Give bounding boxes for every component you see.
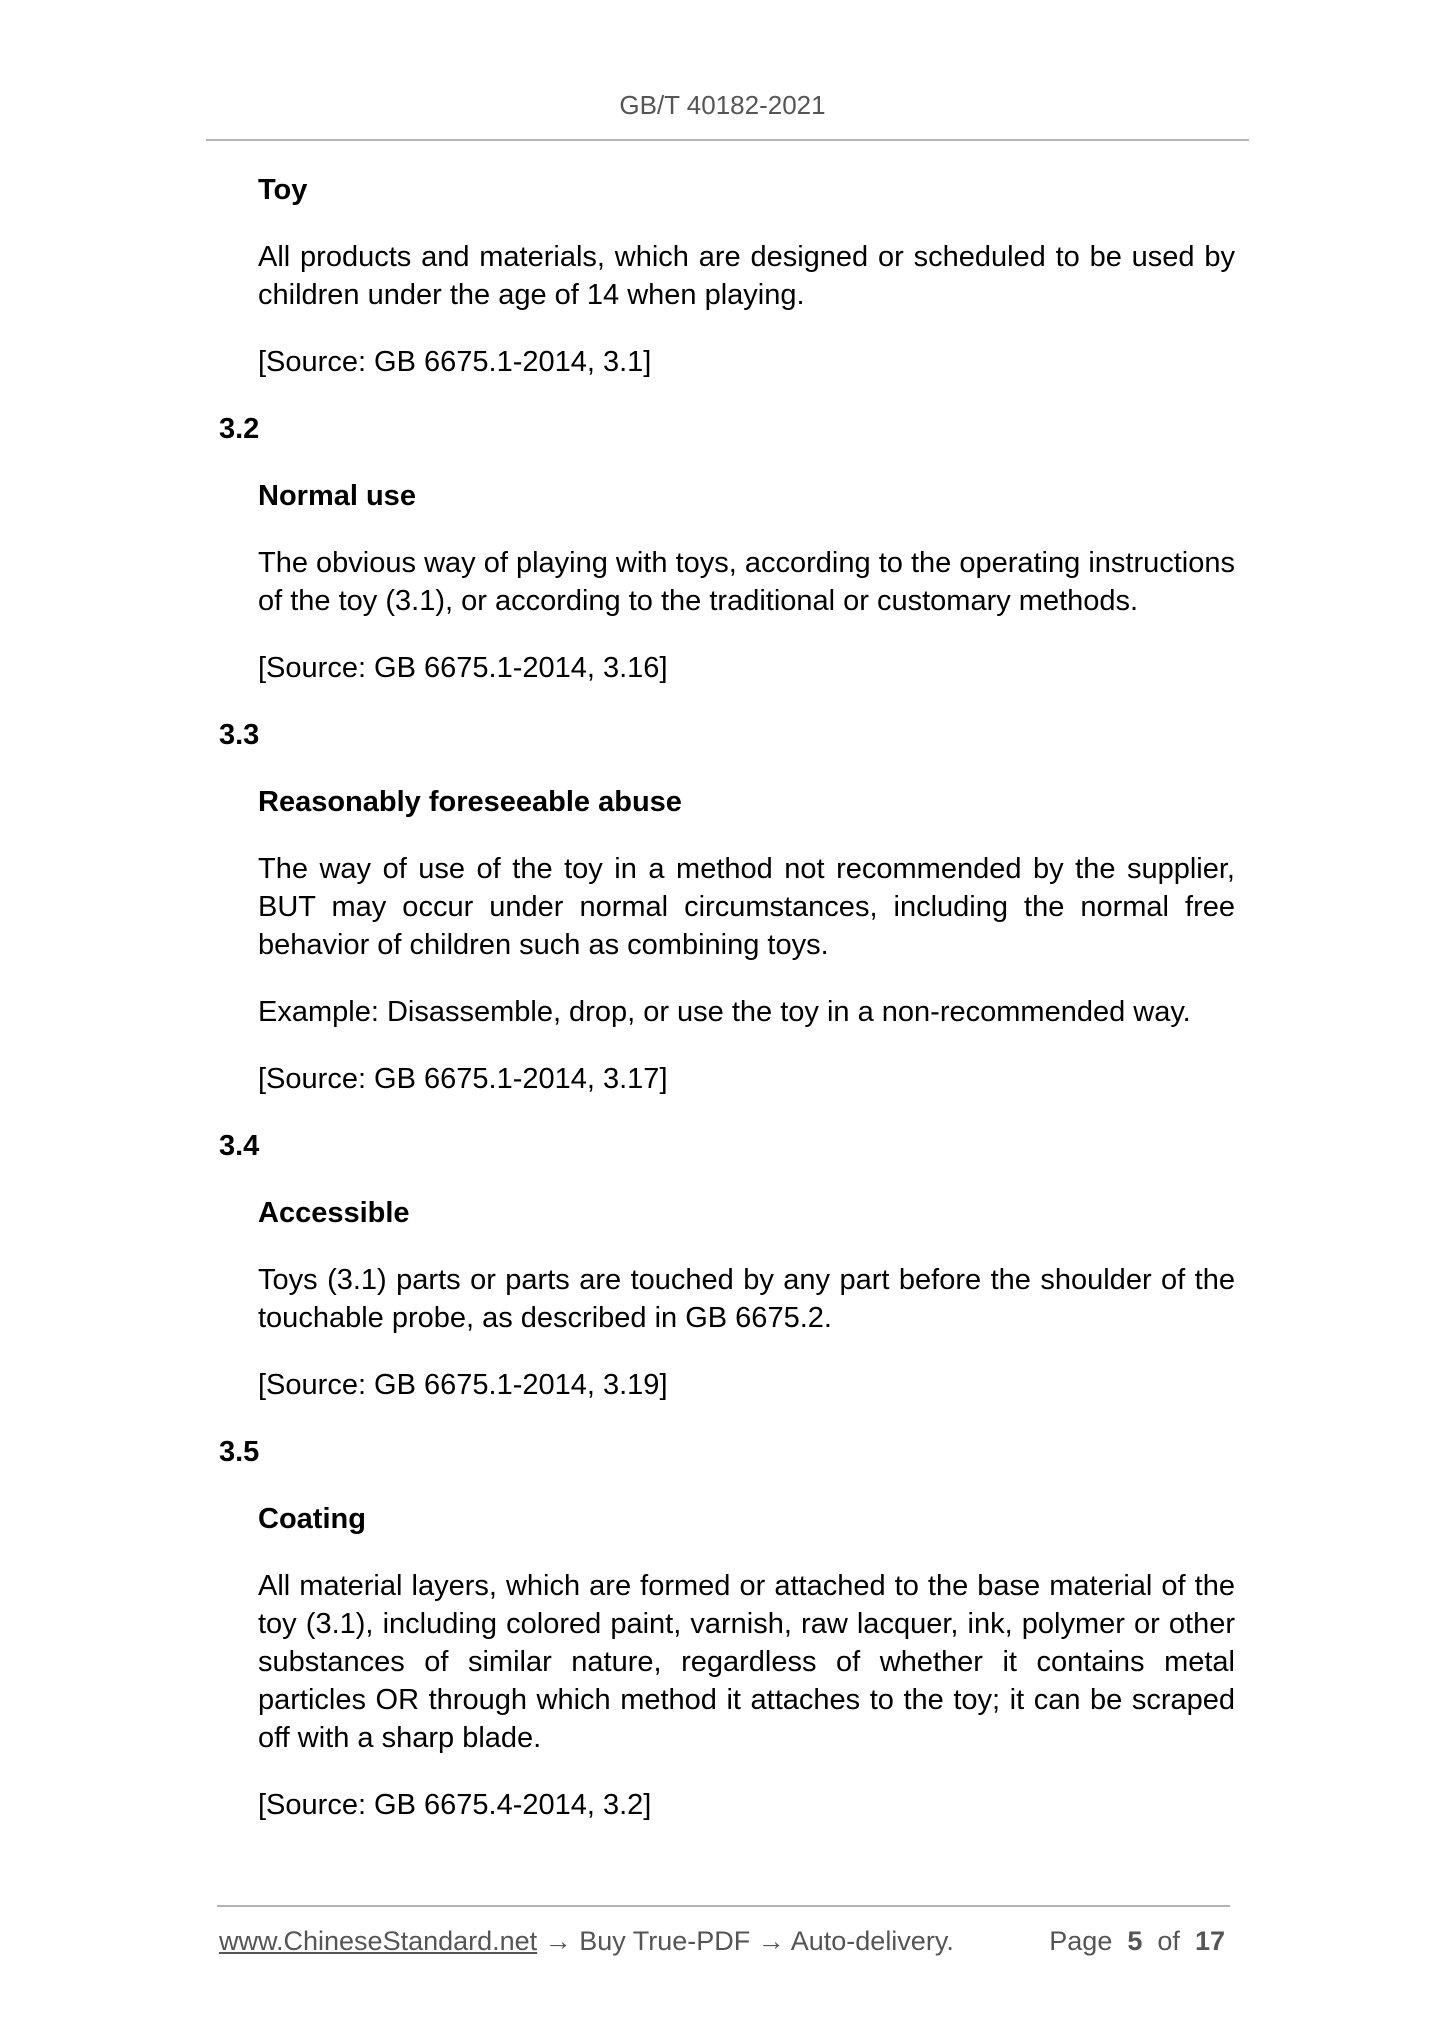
document-header: GB/T 40182-2021 xyxy=(619,90,826,120)
header-divider xyxy=(206,139,1249,141)
website-link[interactable]: www.ChineseStandard.net xyxy=(219,1926,538,1956)
source-reference: [Source: GB 6675.1-2014, 3.17] xyxy=(258,1063,668,1095)
example-paragraph: Example: Disassemble, drop, or use the toy in a non-recommended way. xyxy=(258,996,1191,1028)
source-reference: [Source: GB 6675.1-2014, 3.1] xyxy=(258,346,652,378)
term-title: Normal use xyxy=(258,480,416,512)
page-total: 17 xyxy=(1194,1926,1225,1956)
section-number: 3.3 xyxy=(219,719,260,751)
term-title: Toy xyxy=(258,174,308,206)
page-label: Page xyxy=(1049,1926,1113,1956)
source-reference: [Source: GB 6675.4-2014, 3.2] xyxy=(258,1789,652,1821)
section-number: 3.5 xyxy=(219,1436,260,1468)
term-title: Accessible xyxy=(258,1197,410,1229)
definition-paragraph: The way of use of the toy in a method not recommended by the supplier, BUT may occur under normal circumstances, including the normal free behavior of children such as combining toys. xyxy=(258,853,1235,961)
source-reference: [Source: GB 6675.1-2014, 3.16] xyxy=(258,652,668,684)
definition-paragraph: Toys (3.1) parts or parts are touched by any part before the shoulder of the touchable probe, as described in GB 6675.2. xyxy=(258,1264,1235,1334)
definition-paragraph: All products and materials, which are designed or scheduled to be used by children under the age of 14 when playing. xyxy=(258,241,1235,311)
definition-paragraph: All material layers, which are formed or attached to the base material of the toy (3.1), including colored paint, varnish, raw lacquer, ink, polymer or other substances of similar nature, regardless of whether it contains metal particles OR through which method it attaches to the toy; it can be scraped off with a sharp blade. xyxy=(258,1570,1235,1754)
section-number: 3.4 xyxy=(219,1130,260,1162)
term-title: Coating xyxy=(258,1503,366,1535)
page-number: 5 xyxy=(1127,1926,1143,1956)
footer-tagline: → Buy True-PDF → Auto-delivery. xyxy=(537,1926,954,1956)
document-body xyxy=(219,171,1235,1853)
definition-paragraph: The obvious way of playing with toys, according to the operating instructions of the toy (3.1), or according to the traditional or customary methods. xyxy=(258,547,1235,617)
section-number: 3.2 xyxy=(219,413,260,445)
footer-divider xyxy=(217,1905,1230,1907)
source-reference: [Source: GB 6675.1-2014, 3.19] xyxy=(258,1369,668,1401)
page-footer xyxy=(219,1924,1225,1958)
page-indicator xyxy=(1049,1924,1225,1958)
of-label: of xyxy=(1157,1926,1180,1956)
term-title: Reasonably foreseeable abuse xyxy=(258,786,682,818)
